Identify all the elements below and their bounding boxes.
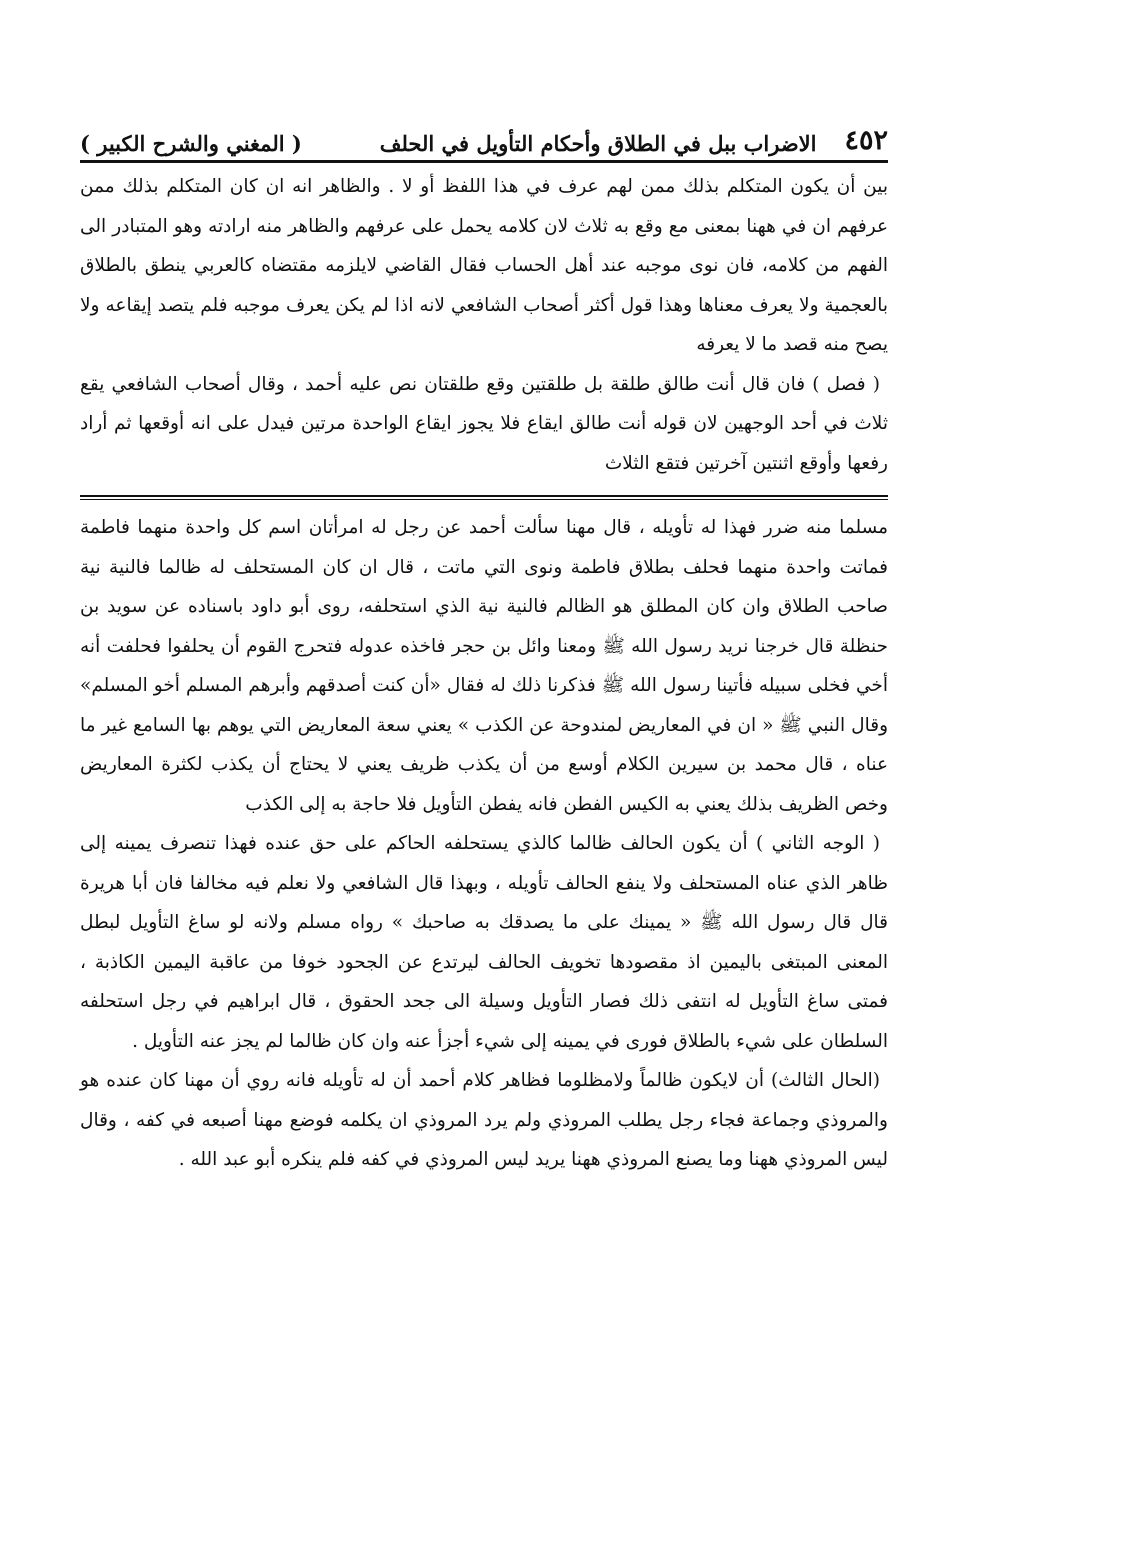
section-divider — [80, 495, 888, 500]
lower-paragraph: (الحال الثالث) أن لايكون ظالماً ولامظلوما فظاهر كلام أحمد أن له تأويله فانه روي أن مهنا كان عنده هو والمروذي وجماعة فجاء رجل يطلب المروذي ولم يرد المروذي ان يكلمه فوضع مهنا أصبعه في كفه ، وقال ليس المروذي ههنا وما يصنع المروذي ههنا يريد ليس المروذي في كفه فلم ينكره أبو عبد الله . — [80, 1070, 888, 1170]
lower-text-section — [80, 508, 888, 1180]
book-page — [80, 112, 888, 1180]
upper-text-section — [80, 167, 888, 483]
upper-paragraph: ( فصل ) فان قال أنت طالق طلقة بل طلقتين وقع طلقتان نص عليه أحمد ، وقال أصحاب الشافعي يقع ثلاث في أحد الوجهين لان قوله أنت طالق ايقاع فلا يجوز ايقاع الواحدة مرتين فيدل على انه أوقعها ثم أراد رفعها وأوقع اثنتين آخرتين فتقع الثلاث — [80, 373, 888, 474]
upper-paragraph: بين أن يكون المتكلم بذلك ممن لهم عرف في هذا اللفظ أو لا . والظاهر انه ان كان المتكلم بذلك ممن عرفهم ان في ههنا بمعنى مع وقع به ثلاث لان كلامه يحمل على عرفهم والظاهر منه ارادته وهو المتبادر الى الفهم من كلامه، فان نوى موجبه عند أهل الحساب فقال القاضي لايلزمه مقتضاه كالعربي ينطق بالطلاق بالعجمية ولا يعرف معناها وهذا قول أكثر أصحاب الشافعي لانه اذا لم يكن يعرف موجبه فلم يتصد إيقاعه ولا يصح منه قصد ما لا يعرفه — [80, 176, 888, 355]
book-title: ( المغني والشرح الكبير ) — [80, 131, 302, 156]
chapter-title: الاضراب ببل في الطلاق وأحكام التأويل في الحلف — [379, 131, 817, 156]
header-right-group — [380, 125, 888, 156]
header-rule — [80, 160, 888, 163]
lower-paragraph: مسلما منه ضرر فهذا له تأويله ، قال مهنا سألت أحمد عن رجل له امرأتان اسم كل واحدة منهما فاطمة فماتت واحدة منهما فحلف بطلاق فاطمة ونوى التي ماتت ، قال ان كان المستحلف له ظالما فالنية نية صاحب الطلاق وان كان المطلق هو الظالم فالنية نية الذي استحلفه، روى أبو داود باسناده عن سويد بن حنظلة قال خرجنا نريد رسول الله ﷺ ومعنا وائل بن حجر فاخذه عدوله فتحرج القوم أن يحلفوا فحلفت أنه أخي فخلى سبيله فأتينا رسول الله ﷺ فذكرنا ذلك له فقال «أن كنت أصدقهم وأبرهم المسلم أخو المسلم» وقال النبي ﷺ « ان في المعاريض لمندوحة عن الكذب » يعني سعة المعاريض التي يوهم بها السامع غير ما عناه ، قال محمد بن سيرين الكلام أوسع من أن يكذب ظريف يعني لا يحتاج أن يكذب لكثرة المعاريض وخص الظريف بذلك يعني به الكيس الفطن فانه يفطن التأويل فلا حاجة به إلى الكذب — [80, 517, 888, 815]
lower-paragraph: ( الوجه الثاني ) أن يكون الحالف ظالما كالذي يستحلفه الحاكم على حق عنده فهذا تنصرف يمينه إلى ظاهر الذي عناه المستحلف ولا ينفع الحالف تأويله ، وبهذا قال الشافعي ولا نعلم فيه مخالفا فان أبا هريرة قال قال رسول الله ﷺ « يمينك على ما يصدقك به صاحبك » رواه مسلم ولانه لو ساغ التأويل لبطل المعنى المبتغى باليمين اذ مقصودها تخويف الحالف ليرتدع عن الجحود خوفا من عاقبة اليمين الكاذبة ، فمتى ساغ التأويل له انتفى ذلك فصار التأويل وسيلة الى جحد الحقوق ، قال ابراهيم في رجل استحلفه السلطان على شيء بالطلاق فورى في يمينه إلى شيء أجزأ عنه وان كان ظالما لم يجز عنه التأويل . — [80, 833, 888, 1052]
page-header — [80, 112, 888, 156]
page-number: ٤٥٢ — [844, 125, 888, 156]
